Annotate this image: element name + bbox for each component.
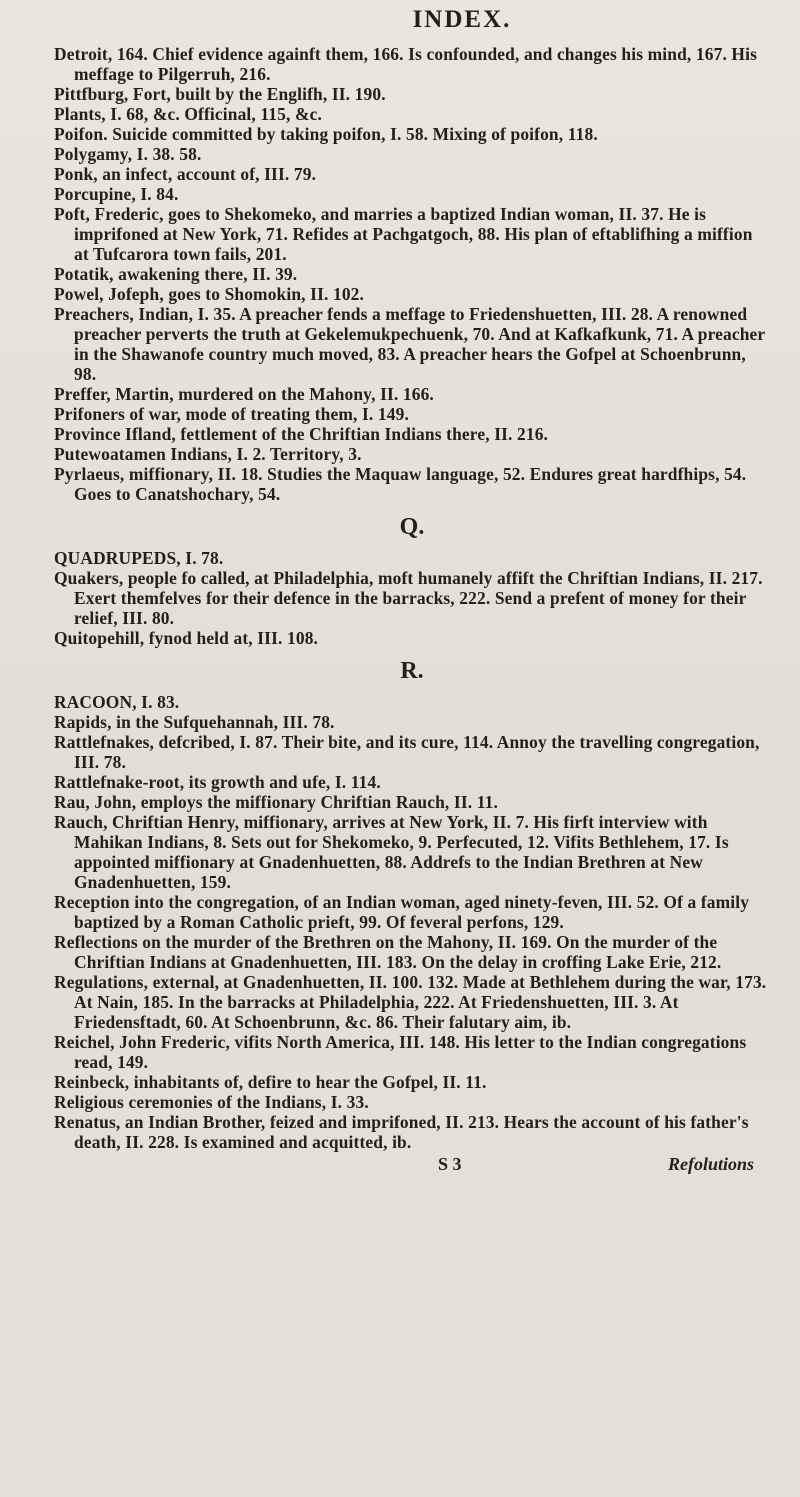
index-entry: Porcupine, I. 84. [54,184,179,204]
page-footer [54,1154,770,1176]
index-entry: Poifon. Suicide committed by taking poifon, I. 58. Mixing of poifon, 118. [54,124,598,144]
index-entry: RACOON, I. 83. [54,692,180,712]
index-entry: Renatus, an Indian Brother, feized and imprifoned, II. 213. Hears the account of his father's death, II. 228. Is examined and acquitted, ib. [54,1112,749,1152]
index-entry: Powel, Jofeph, goes to Shomokin, II. 102. [54,284,365,304]
index-entry: Pittfburg, Fort, built by the Englifh, II. 190. [54,84,386,104]
index-entry: Plants, I. 68, &c. Officinal, 115, &c. [54,104,322,124]
index-entry: Reflections on the murder of the Brethren on the Mahony, II. 169. On the murder of the Chriftian Indians at Gnadenhuetten, III. 183. On the delay in croffing Lake Erie, 212. [54,932,722,972]
index-entry: Ponk, an infect, account of, III. 79. [54,164,317,184]
index-entry: Quakers, people fo called, at Philadelphia, moft humanely affift the Chriftian Indians, II. 217. Exert themfelves for their defence in the barracks, 222. Send a prefent of money for their relief, III. 80. [54,568,763,628]
index-entry: Quitopehill, fynod held at, III. 108. [54,628,319,648]
index-entry: Putewoatamen Indians, I. 2. Territory, 3. [54,444,362,464]
index-entry: Rapids, in the Sufquehannah, III. 78. [54,712,335,732]
index-entry: Rattlefnakes, defcribed, I. 87. Their bite, and its cure, 114. Annoy the travelling congregation, III. 78. [54,732,760,772]
index-entry: Religious ceremonies of the Indians, I. 33. [54,1092,369,1112]
index-entry: Pyrlaeus, miffionary, II. 18. Studies the Maquaw language, 52. Endures great hardfhips, 54. Goes to Canatshochary, 54. [54,464,747,504]
index-entry: Reinbeck, inhabitants of, defire to hear the Gofpel, II. 11. [54,1072,487,1092]
index-entry: Regulations, external, at Gnadenhuetten, II. 100. 132. Made at Bethlehem during the war, 173. At Nain, 185. In the barracks at Philadelphia, 222. At Friedenshuetten, III. 3. At Friedensftadt, 60. At Schoenbrunn, &c. 86. Their falutary aim, ib. [54,972,767,1032]
index-entry: Detroit, 164. Chief evidence againft them, 166. Is confounded, and changes his mind, 167. His meffage to Pilgerruh, 216. [54,44,758,84]
index-entry: Poft, Frederic, goes to Shekomeko, and marries a baptized Indian woman, II. 37. He is imprifoned at New York, 71. Refides at Pachgatgoch, 88. His plan of eftablifhing a miffion at Tufcarora town fails, 201. [54,204,753,264]
signature-mark: S 3 [438,1154,462,1174]
section-letter-r: R. [400,658,424,684]
index-entry: Potatik, awakening there, II. 39. [54,264,298,284]
section-letter-q: Q. [399,514,425,540]
index-entry: Rau, John, employs the miffionary Chriftian Rauch, II. 11. [54,792,498,812]
index-entry: Preffer, Martin, murdered on the Mahony, II. 166. [54,384,434,404]
index-entry: Rauch, Chriftian Henry, miffionary, arrives at New York, II. 7. His firft interview with Mahikan Indians, 8. Sets out for Shekomeko, 9. Perfecuted, 12. Vifits Bethlehem, 17. Is appointed miffionary at Gnadenhuetten, 88. Addrefs to the Indian Brethren at New Gnadenhuetten, 159. [54,812,729,892]
index-entry: Reception into the congregation, of an Indian woman, aged ninety-feven, III. 52. Of a family baptized by a Roman Catholic prieft, 99. Of feveral perfons, 129. [54,892,750,932]
index-entry: Province Ifland, fettlement of the Chriftian Indians there, II. 216. [54,424,549,444]
index-entry: Reichel, John Frederic, vifits North America, III. 148. His letter to the Indian congregations read, 149. [54,1032,747,1072]
index-entry: Prifoners of war, mode of treating them, I. 149. [54,404,409,424]
running-head: INDEX. [412,6,512,33]
index-section-r [54,692,770,1152]
index-section-p [54,44,770,504]
index-section-q [54,548,770,648]
index-entry: Rattlefnake-root, its growth and ufe, I. 114. [54,772,381,792]
catchword: Refolutions [667,1154,754,1174]
index-entry: Polygamy, I. 38. 58. [54,144,202,164]
index-entry: QUADRUPEDS, I. 78. [54,548,224,568]
index-entry: Preachers, Indian, I. 35. A preacher fends a meffage to Friedenshuetten, III. 28. A renowned preacher perverts the truth at Gekelemukpechuenk, 70. And at Kafkafkunk, 71. A preacher in the Shawanofe country much moved, 83. A preacher hears the Gofpel at Schoenbrunn, 98. [54,304,765,384]
